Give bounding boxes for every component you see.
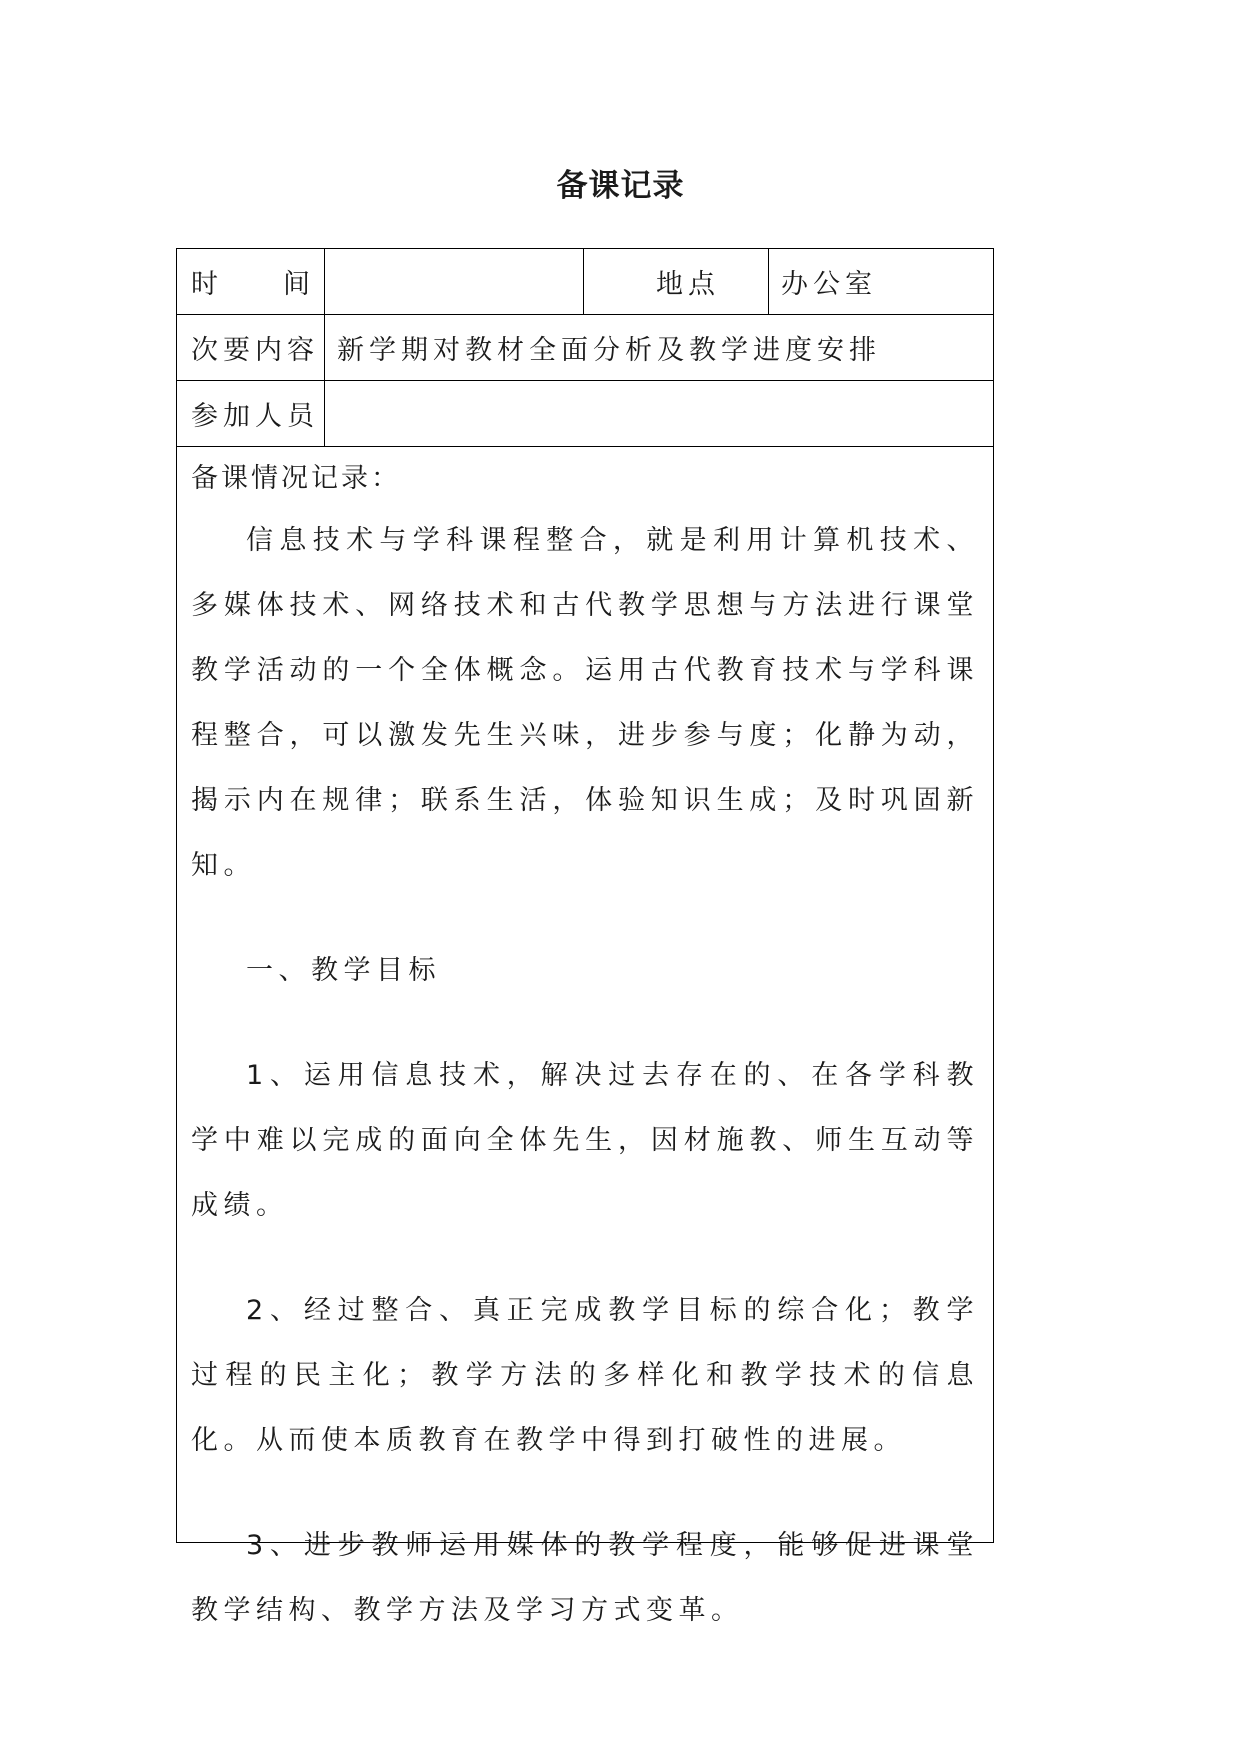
section-heading: 一、教学目标 <box>246 955 441 986</box>
time-label-char-1: 时 <box>191 269 218 300</box>
participants-row <box>177 381 993 447</box>
time-value <box>325 249 584 314</box>
goal-item-2: 2、经过整合、真正完成教学目标的综合化；教学过程的民主化；教学方法的多样化和教学技术的信息化。从而使本质教育在教学中得到打破性的进展。 <box>191 1295 979 1456</box>
topic-value: 新学期对教材全面分析及教学进度安排 <box>337 335 881 366</box>
time-label <box>177 249 325 314</box>
place-label: 地点 <box>584 249 769 314</box>
time-place-row <box>177 249 993 315</box>
topic-label: 次要内容 <box>177 315 325 380</box>
topic-row <box>177 315 993 381</box>
time-label-char-2: 间 <box>283 269 310 300</box>
notes-heading: 备课情况记录： <box>191 463 401 494</box>
place-value: 办公室 <box>781 269 877 300</box>
lesson-record-table <box>176 248 994 1626</box>
goal-item-3: 3、进步教师运用媒体的教学程度，能够促进课堂教学结构、教学方法及学习方式变革。 <box>191 1530 979 1626</box>
participants-label: 参加人员 <box>177 381 325 446</box>
notes-section <box>177 447 993 1626</box>
participants-value <box>325 381 993 446</box>
notes-intro-paragraph: 信息技术与学科课程整合，就是利用计算机技术、多媒体技术、网络技术和古代教学思想与方法进行课堂教学活动的一个全体概念。运用古代教育技术与学科课程整合，可以激发先生兴味，进步参与度；化静为动，揭示内在规律；联系生活，体验知识生成；及时巩固新知。 <box>191 525 979 881</box>
goal-item-1: 1、运用信息技术，解决过去存在的、在各学科教学中难以完成的面向全体先生，因材施教、师生互动等成绩。 <box>191 1060 979 1221</box>
page-title: 备课记录 <box>556 168 685 204</box>
